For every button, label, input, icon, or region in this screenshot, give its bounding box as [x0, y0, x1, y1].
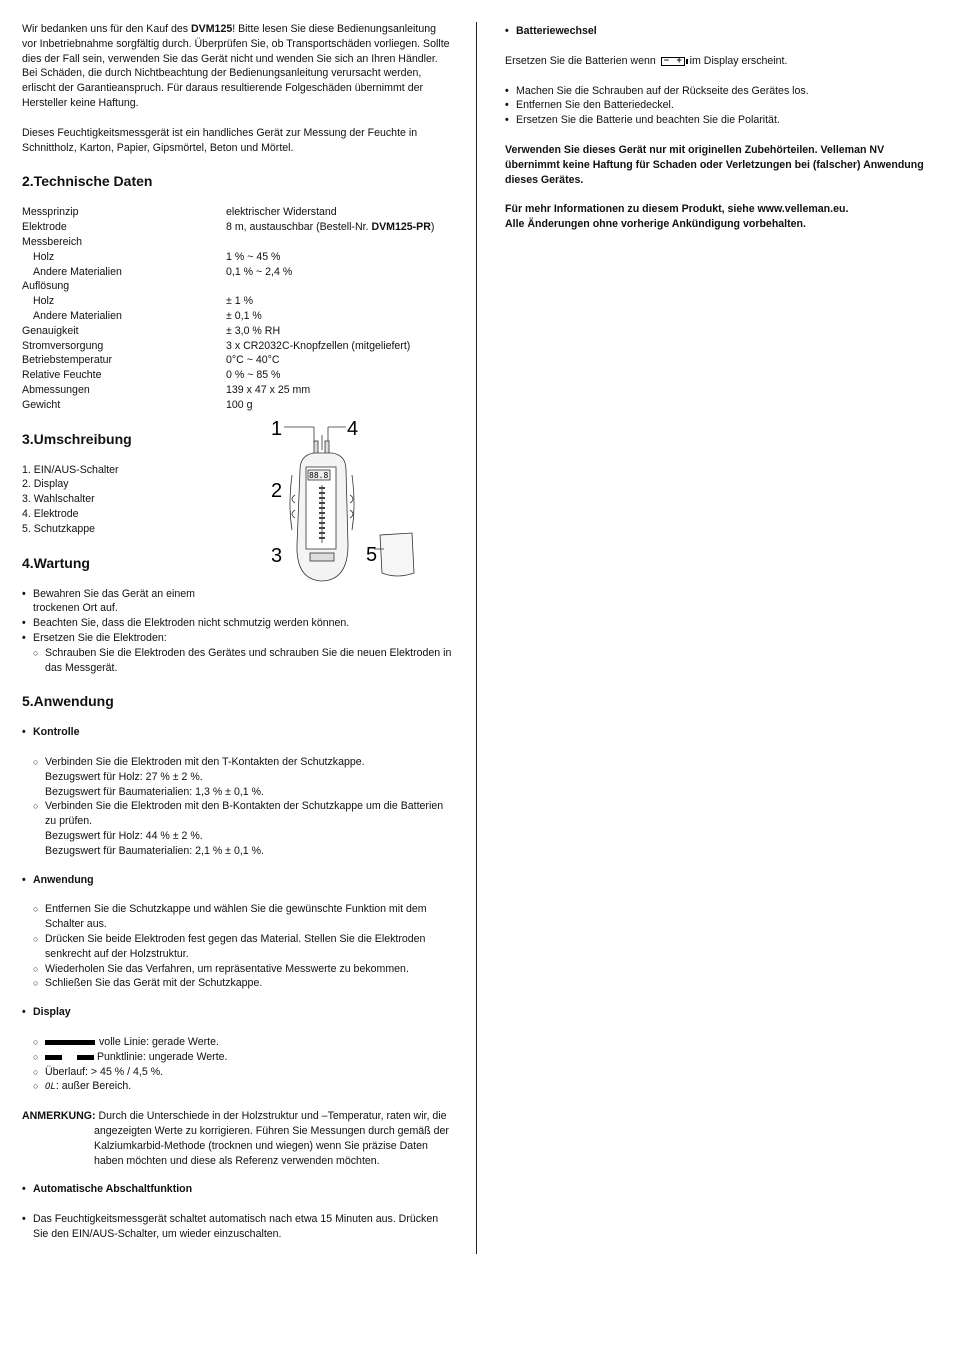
spec-key: Andere Materialien: [33, 265, 122, 278]
overload-code: OL: [45, 1082, 56, 1093]
application-item: ○ Entfernen Sie die Schutzkappe und wählen Sie die gewünschte Funktion mit dem Schalter aus.: [22, 902, 452, 932]
battery-plus: +: [676, 54, 682, 65]
application-item: ○ Drücken Sie beide Elektroden fest gegen das Material. Stellen Sie die Elektroden senkrecht auf der Holzstruktur.: [22, 932, 452, 962]
dotted-line-icon: [45, 1055, 62, 1060]
display-item: [22, 1050, 452, 1065]
intro-text: Wir bedanken uns für den Kauf des: [22, 23, 192, 35]
spec-key: Abmessungen: [22, 383, 90, 396]
control-text: Verbinden Sie die Elektroden mit den B-Kontakten der Schutzkappe um die Batterien zu prüfen.: [45, 800, 444, 828]
right-column: [505, 24, 935, 232]
parts-item: 4. Elektrode: [22, 507, 79, 520]
battery-section: [505, 24, 935, 39]
spec-row: [22, 383, 452, 398]
spec-value: ± 1 %: [226, 295, 254, 308]
warranty-warning: Verwenden Sie dieses Gerät nur mit originellen Zubehörteilen. Velleman NV übernimmt keine Haftung für Schaden oder Verletzungen bei (falscher) Anwendung dieses Gerätes.: [505, 143, 924, 186]
note-label: ANMERKUNG:: [22, 1110, 96, 1123]
moisture-meter-illustration: [262, 415, 437, 585]
battery-heading: • Batteriewechsel: [505, 24, 935, 39]
maintenance-text: Bewahren Sie das Gerät an einem trockenen Ort auf.: [33, 587, 195, 615]
spec-value: ± 0,1 %: [226, 309, 262, 322]
maintenance-item: • Beachten Sie, dass die Elektroden nicht schmutzig werden können.: [22, 616, 452, 631]
maintenance-heading: 4.Wartung: [22, 554, 90, 571]
callout-3: 3: [271, 545, 283, 567]
display-item: [22, 1079, 452, 1095]
spec-row: [22, 265, 452, 280]
note-block: [22, 1109, 452, 1168]
spec-value: 3 x CR2032C-Knopfzellen (mitgeliefert): [226, 339, 411, 352]
display-text: : außer Bereich.: [55, 1080, 132, 1093]
control-ref: Bezugswert für Holz: 27 % ± 2 %.: [45, 770, 203, 783]
spec-key: Auflösung: [22, 280, 70, 293]
part-number: DVM125-PR: [371, 221, 431, 234]
note-text: Durch die Unterschiede in der Holzstruktur und –Temperatur, raten wir, die: [98, 1110, 447, 1123]
application-item: ○ Wiederholen Sie das Verfahren, um repräsentative Messwerte zu bekommen.: [22, 962, 452, 977]
intro-paragraph: [22, 22, 452, 111]
dotted-line-icon: [77, 1055, 94, 1060]
note-text-rest: angezeigten Werte zu korrigieren. Führen Sie Messungen durch gemäß der Kalziumkarbid-Methode (trocknen und wiegen) wenn Sie präzise Daten haben möchten und diese als Referenz verwenden möchten.: [94, 1125, 449, 1167]
spec-row: [22, 205, 452, 220]
maintenance-item: • Ersetzen Sie die Elektroden:: [22, 631, 452, 646]
spec-value-text: ): [430, 221, 435, 234]
parts-item: 2. Display: [22, 478, 69, 491]
spec-row: [22, 368, 452, 383]
parts-item: 5. Schutzkappe: [22, 522, 96, 535]
spec-row: [22, 220, 452, 235]
spec-row: [22, 235, 452, 250]
callout-2: 2: [271, 480, 283, 502]
column-divider: [476, 22, 477, 1254]
lcd-readout: 88.8: [309, 471, 329, 480]
battery-indicator-line: [505, 54, 935, 69]
spec-value: 0,1 % ~ 2,4 %: [226, 265, 293, 278]
note-content: [22, 1109, 452, 1168]
spec-row: [22, 294, 452, 309]
maintenance-item: [22, 587, 452, 617]
control-ref: Bezugswert für Baumaterialien: 2,1 % ± 0,1 %.: [45, 844, 264, 857]
spec-row: [22, 279, 452, 294]
control-heading: • Kontrolle: [22, 725, 452, 740]
usage-subsection: [22, 1005, 452, 1020]
display-item: [22, 1035, 452, 1050]
application-list: [22, 902, 452, 991]
spec-value: [226, 220, 452, 235]
battery-step: • Machen Sie die Schrauben auf der Rückseite des Gerätes los.: [505, 84, 935, 99]
control-ref: Bezugswert für Baumaterialien: 1,3 % ± 0,1 %.: [45, 785, 264, 798]
usage-heading: 5.Anwendung: [22, 693, 114, 710]
battery-minus: −: [663, 54, 669, 65]
spec-key: Messprinzip: [22, 206, 79, 219]
intro-text-rest: ! Bitte lesen Sie diese Bedienungsanleitung vor Inbetriebnahme sorgfältig durch. Überprüfen Sie, ob Transportschäden vorliegen. Sollte dies der Fall sein, verwenden Sie das Gerät nicht und wenden Sie sich an Ihren Händler. Bei Schäden, die durch Nichtbeachtung der Bedienungsanleitung verursacht werden, erlischt der Garantieanspruch. Für daraus resultierende Folgeschäden übernimmt der Hersteller keine Haftung.: [22, 23, 450, 109]
battery-step: • Ersetzen Sie die Batterie und beachten Sie die Polarität.: [505, 113, 935, 128]
spec-key: Holz: [33, 295, 55, 308]
auto-off-heading: • Automatische Abschaltfunktion: [22, 1182, 452, 1197]
intro-paragraph-2: Dieses Feuchtigkeitsmessgerät ist ein handliches Gerät zur Messung der Feuchte in Schnittholz, Karton, Papier, Gipsmörtel, Beton und Mörtel.: [22, 126, 418, 154]
battery-step: • Entfernen Sie den Batteriedeckel.: [505, 98, 935, 113]
spec-row: [22, 339, 452, 354]
spec-key: Messbereich: [22, 235, 83, 248]
usage-subsection: [22, 873, 452, 888]
usage-subsection: [22, 1182, 452, 1197]
maintenance-subitem: ○ Schrauben Sie die Elektroden des Gerätes und schrauben Sie die neuen Elektroden in das Messgerät.: [22, 646, 452, 676]
battery-text: Ersetzen Sie die Batterien wenn: [505, 54, 656, 67]
model-name: DVM125: [191, 23, 233, 35]
spec-key: Andere Materialien: [33, 309, 122, 322]
spec-key: Elektrode: [22, 221, 67, 234]
device-diagram: [262, 415, 437, 585]
spec-value-text: 8 m, austauschbar (Bestell-Nr.: [226, 221, 372, 234]
auto-off-item: • Das Feuchtigkeitsmessgerät schaltet automatisch nach etwa 15 Minuten aus. Drücken Sie den EIN/AUS-Schalter, um wieder einzuschalten.: [22, 1212, 452, 1242]
description-heading: 3.Umschreibung: [22, 430, 132, 447]
display-item: ○ Überlauf: > 45 % / 4,5 %.: [22, 1065, 452, 1080]
display-list: [22, 1035, 452, 1095]
display-heading: • Display: [22, 1005, 452, 1020]
spec-row: [22, 353, 452, 368]
control-item: [22, 799, 452, 858]
display-text: Punktlinie: ungerade Werte.: [96, 1050, 228, 1063]
spec-key: Betriebstemperatur: [22, 354, 113, 367]
spec-key: Holz: [33, 250, 55, 263]
spec-value: 139 x 47 x 25 mm: [226, 383, 311, 396]
maintenance-list: [22, 587, 452, 676]
application-heading: • Anwendung: [22, 873, 452, 888]
spec-key: Relative Feuchte: [22, 369, 102, 382]
battery-icon: [661, 54, 685, 66]
left-column: [22, 22, 452, 1242]
parts-item: 1. EIN/AUS-Schalter: [22, 463, 119, 476]
spec-row: [22, 324, 452, 339]
usage-subsection: [22, 725, 452, 740]
control-item: [22, 755, 452, 799]
solid-line-icon: [45, 1040, 95, 1045]
spec-key: Genauigkeit: [22, 324, 79, 337]
spec-value: [226, 279, 452, 294]
callout-5: 5: [366, 544, 378, 566]
spec-value: 0°C ~ 40°C: [226, 354, 280, 367]
spec-table: [22, 205, 452, 412]
callout-4: 4: [347, 418, 359, 440]
spec-key: Gewicht: [22, 398, 61, 411]
control-ref: Bezugswert für Holz: 44 % ± 2 %.: [45, 830, 203, 843]
control-text: Verbinden Sie die Elektroden mit den T-Kontakten der Schutzkappe.: [45, 756, 365, 769]
callout-1: 1: [271, 418, 283, 440]
battery-steps: [505, 84, 935, 128]
battery-text: im Display erscheint.: [689, 54, 788, 67]
spec-value: ± 3,0 % RH: [226, 324, 281, 337]
disclaimer-line: Alle Änderungen ohne vorherige Ankündigung vorbehalten.: [505, 218, 806, 231]
spec-value: 1 % ~ 45 %: [226, 250, 281, 263]
spec-row: [22, 398, 452, 413]
spec-key: Stromversorgung: [22, 339, 104, 352]
auto-off-list: [22, 1212, 452, 1242]
parts-item: 3. Wahlschalter: [22, 493, 95, 506]
spec-row: [22, 250, 452, 265]
tech-heading: 2.Technische Daten: [22, 173, 153, 190]
spec-value: elektrischer Widerstand: [226, 206, 337, 219]
spec-value: 0 % ~ 85 %: [226, 369, 281, 382]
spec-value: [226, 235, 452, 250]
info-line: Für mehr Informationen zu diesem Produkt, siehe www.velleman.eu.: [505, 203, 849, 216]
display-text: volle Linie: gerade Werte.: [99, 1036, 219, 1049]
control-list: [22, 755, 452, 859]
application-item: ○ Schließen Sie das Gerät mit der Schutzkappe.: [22, 976, 452, 991]
spec-value: 100 g: [226, 398, 253, 411]
spec-row: [22, 309, 452, 324]
